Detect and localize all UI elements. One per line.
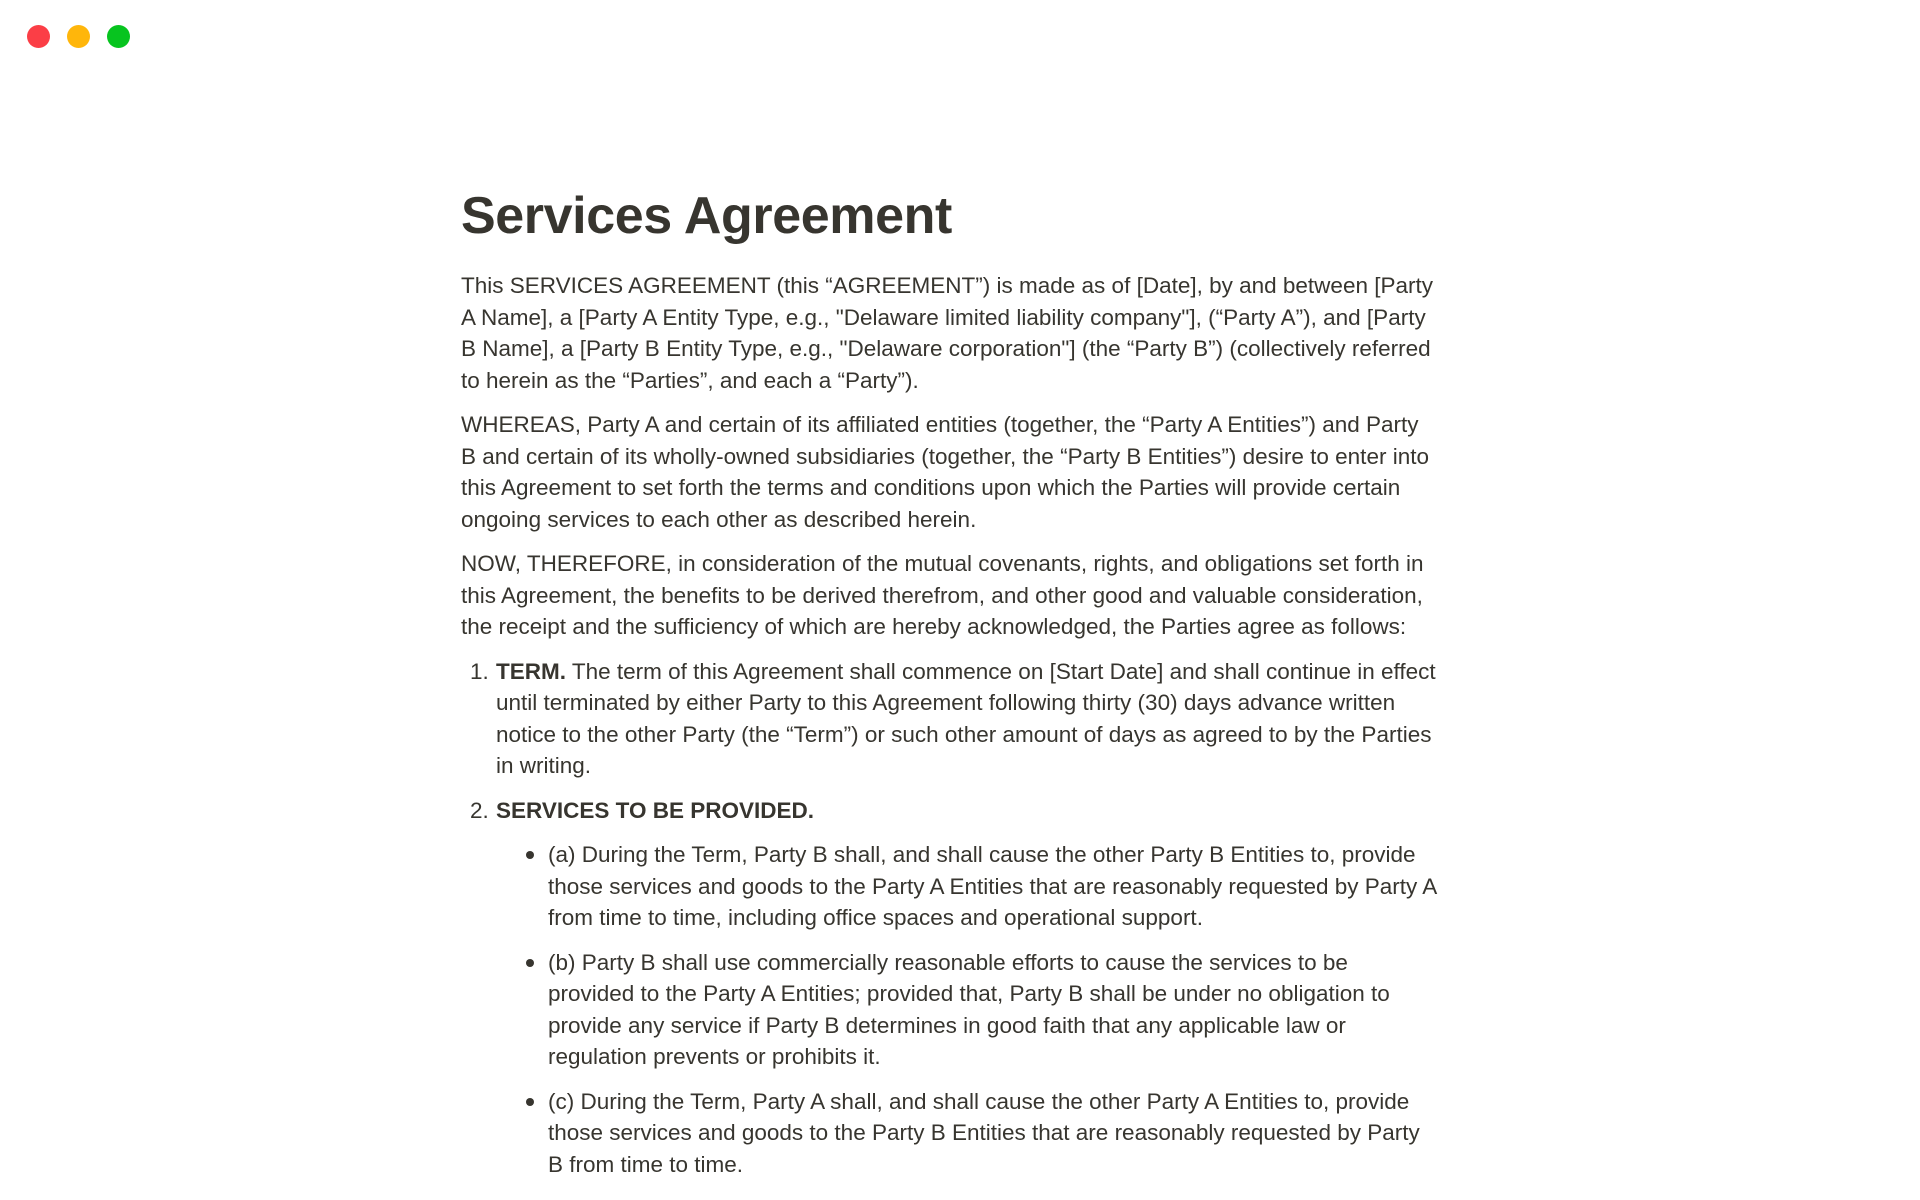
bullet-icon [526,851,534,859]
close-button[interactable] [27,25,50,48]
list-item-lead: TERM. [496,658,566,684]
list-item-lead: SERVICES TO BE PROVIDED. [496,797,814,823]
list-item-text: The term of this Agreement shall commence on [Start Date] and shall continue in effect until terminated by either Party to this Agreement following thirty (30) days advance written notice to the other Party (the “Term”) or such other amount of days as agreed to by the Parties in writing. [496,658,1436,778]
bullet-icon [526,1098,534,1106]
list-item-body [496,656,1439,782]
zoom-button[interactable] [107,25,130,48]
paragraph-preamble: This SERVICES AGREEMENT (this “AGREEMENT”) is made as of [Date], by and between [Party A Name], a [Party A Entity Type, e.g., "Delaware limited liability company"], (“Party A”), and [Party B Name], a [Party B Entity Type, e.g., "Delaware corporation"] (the “Party B”) (collectively referred to herein as the “Parties”, and each a “Party”). [461,273,1433,393]
minimize-button[interactable] [67,25,90,48]
bullet-icon [526,959,534,967]
document-page [461,184,1439,1180]
bullet-text: (a) During the Term, Party B shall, and shall cause the other Party B Entities to, provide those services and goods to the Party A Entities that are reasonably requested by Party A from time to time, including office spaces and operational support. [548,842,1437,930]
page-title: Services Agreement [461,187,952,245]
bullet-text: (c) During the Term, Party A shall, and shall cause the other Party A Entities to, provide those services and goods to the Party B Entities that are reasonably requested by Party B from time to time. [548,1088,1420,1177]
bullet-item-b [461,947,1439,1073]
list-item-term [461,656,1439,782]
bullet-text: (b) Party B shall use commercially reasonable efforts to cause the services to be provided to the Party A Entities; provided that, Party B shall be under no obligation to provide any service if Party B determines in good faith that any applicable law or regulation prevents or prohibits it. [548,949,1390,1069]
paragraph-whereas: WHEREAS, Party A and certain of its affiliated entities (together, the “Party A Entities”) and Party B and certain of its wholly-owned subsidiaries (together, the “Party B Entities”) desire to enter into this Agreement to set forth the terms and conditions upon which the Parties will provide certain ongoing services to each other as described herein. [461,412,1429,532]
window-controls [27,25,130,48]
list-number: 1. [470,658,489,684]
bullet-item-a [461,839,1439,934]
list-number: 2. [470,797,489,823]
list-item-services [461,795,1439,827]
paragraph-now-therefore: NOW, THEREFORE, in consideration of the mutual covenants, rights, and obligations set forth in this Agreement, the benefits to be derived therefrom, and other good and valuable consideration, the receipt and the sufficiency of which are hereby acknowledged, the Parties agree as follows: [461,551,1424,639]
list-item-body [496,795,1439,827]
bullet-item-c [461,1086,1439,1181]
